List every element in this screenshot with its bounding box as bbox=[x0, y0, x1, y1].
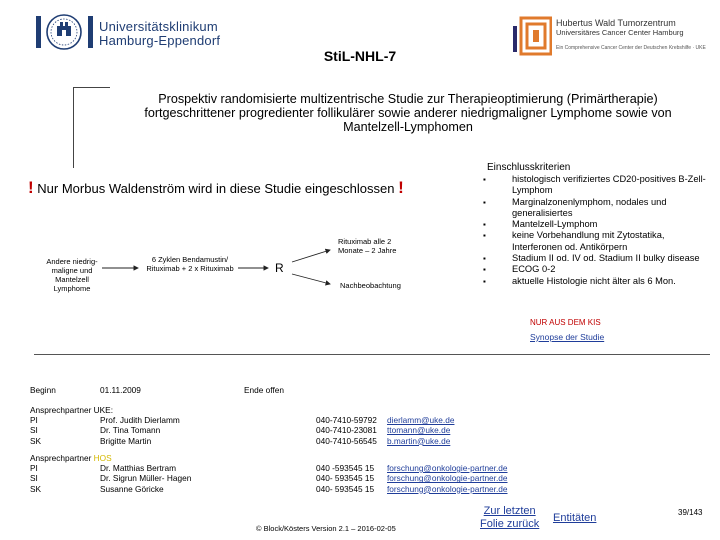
contact-phone: 040- 593545 15 bbox=[316, 473, 375, 484]
synopse-link[interactable]: Synopse der Studie bbox=[530, 332, 605, 342]
page-title: StiL-NHL-7 bbox=[323, 48, 397, 64]
back-line2: Folie zurück bbox=[480, 518, 540, 530]
hw-small-line: Ein Comprehensive Cancer Center der Deutschen Krebshilfe · UKE bbox=[556, 45, 706, 51]
contact-row bbox=[30, 415, 510, 425]
contact-role: SI bbox=[30, 473, 38, 484]
exclamation-icon: ! bbox=[398, 178, 404, 197]
criteria-item: ▪ ECOG 0-2 bbox=[483, 264, 713, 275]
subtitle-line2: fortgeschrittener progredienter follikulärer sowie anderer niedrigmaligner Lymphome sowie von bbox=[144, 106, 672, 120]
flow-group-line2: maligne und Mantelzell bbox=[51, 266, 93, 284]
end-date: Ende offen bbox=[244, 385, 284, 395]
criteria-item: ▪ aktuelle Histologie nicht älter als 6 Mon. bbox=[483, 276, 713, 287]
contact-email[interactable]: ttomann@uke.de bbox=[387, 425, 451, 436]
contact-phone: 040-7410-59792 bbox=[316, 415, 377, 425]
contact-phone: 040 -593545 15 bbox=[316, 463, 375, 473]
flow-induction bbox=[140, 255, 240, 273]
contact-name: Dr. Sigrun Müller- Hagen bbox=[100, 473, 192, 484]
criteria-heading: Einschlusskriterien bbox=[487, 162, 571, 173]
contact-name: Dr. Tina Tomann bbox=[100, 425, 161, 436]
hw-name-line1: Hubertus Wald Tumorzentrum bbox=[556, 18, 676, 28]
flow-induction-line2: Rituximab + 2 x Rituximab bbox=[146, 264, 234, 273]
contact-email[interactable]: forschung@onkologie-partner.de bbox=[387, 483, 508, 494]
uke-name-line1: Universitätsklinikum bbox=[99, 19, 218, 34]
flow-induction-line1: 6 Zyklen Bendamustin/ bbox=[151, 255, 229, 264]
contact-role: PI bbox=[30, 463, 38, 473]
arrow-r-to-arm2 bbox=[292, 274, 330, 284]
footer-copyright: © Block/Kösters Version 2.1 – 2016-02-05 bbox=[256, 524, 396, 533]
hos-contacts-table bbox=[30, 463, 510, 494]
contact-row bbox=[30, 473, 510, 483]
uke-contacts-label: Ansprechpartner UKE: bbox=[30, 405, 114, 415]
hos-label-text: Ansprechpartner bbox=[30, 453, 92, 463]
criteria-item: ▪ Marginalzonenlymphom, nodales und generalisiertes bbox=[483, 197, 713, 220]
contact-row bbox=[30, 436, 510, 446]
contact-phone: 040-7410-23081 bbox=[316, 425, 377, 436]
contact-row bbox=[30, 463, 510, 473]
contact-role: SK bbox=[30, 435, 42, 446]
contact-email[interactable]: forschung@onkologie-partner.de bbox=[387, 473, 508, 484]
flow-arm-maintenance bbox=[338, 237, 408, 255]
arrow-r-to-arm1 bbox=[292, 250, 330, 262]
contact-name: Prof. Judith Dierlamm bbox=[100, 415, 180, 425]
contact-email[interactable]: forschung@onkologie-partner.de bbox=[387, 463, 508, 473]
flow-group-line1: Andere niedrig- bbox=[46, 257, 98, 266]
criteria-item: ▪ keine Vorbehandlung mit Zytostatika, Interferonen od. Antikörpern bbox=[483, 230, 713, 253]
subtitle-line3: Mantelzell-Lymphomen bbox=[343, 120, 473, 134]
uke-name-line2: Hamburg-Eppendorf bbox=[99, 33, 221, 48]
subtitle-line1: Prospektiv randomisierte multizentrische Studie zur Therapieoptimierung (Primärtherapie) bbox=[158, 92, 658, 106]
back-button[interactable] bbox=[480, 505, 539, 531]
contact-role: SK bbox=[30, 483, 42, 494]
begin-date: 01.11.2009 bbox=[100, 385, 141, 395]
criteria-item: ▪ Mantelzell-Lymphom bbox=[483, 219, 713, 230]
contact-email[interactable]: dierlamm@uke.de bbox=[387, 415, 455, 425]
contact-email[interactable]: b.martin@uke.de bbox=[387, 435, 451, 446]
contact-row bbox=[30, 484, 510, 494]
kis-note: NUR AUS DEM KIS bbox=[530, 318, 601, 327]
hos-label-highlight: HOS bbox=[93, 453, 112, 463]
contact-name: Brigitte Martin bbox=[100, 435, 152, 446]
begin-label: Beginn bbox=[30, 385, 56, 395]
criteria-list bbox=[483, 174, 713, 287]
entities-button[interactable]: Entitäten bbox=[553, 512, 597, 524]
contact-row bbox=[30, 425, 510, 435]
hos-contacts-label bbox=[30, 453, 112, 463]
page-number: 39/143 bbox=[678, 508, 703, 517]
flow-arm1-line2: Monate – 2 Jahre bbox=[338, 246, 397, 255]
flow-arm1-line1: Rituximab alle 2 bbox=[338, 237, 392, 246]
back-line1: Zur letzten bbox=[483, 505, 536, 517]
contact-role: PI bbox=[30, 415, 38, 425]
contact-name: Dr. Matthias Bertram bbox=[100, 463, 177, 473]
hw-name-line2: Universitäres Cancer Center Hamburg bbox=[556, 28, 684, 37]
criteria-item: ▪ histologisch verifiziertes CD20-positives B-Zell-Lymphom bbox=[483, 174, 713, 197]
uke-contacts-table bbox=[30, 415, 510, 446]
flow-arm-followup: Nachbeobachtung bbox=[340, 281, 401, 290]
flow-group-line3: Lymphome bbox=[53, 284, 91, 293]
contact-phone: 040- 593545 15 bbox=[316, 483, 375, 494]
exclamation-icon: ! bbox=[28, 178, 34, 197]
flow-patient-group bbox=[42, 257, 102, 293]
flow-randomisation: R bbox=[275, 261, 284, 275]
contact-name: Susanne Göricke bbox=[100, 483, 164, 494]
divider bbox=[34, 354, 710, 355]
mb-notice-text: Nur Morbus Waldenström wird in diese Studie eingeschlossen bbox=[37, 181, 395, 196]
contact-phone: 040-7410-56545 bbox=[316, 435, 377, 446]
contact-role: SI bbox=[30, 425, 38, 436]
criteria-item: ▪ Stadium II od. IV od. Stadium II bulky disease bbox=[483, 253, 713, 264]
